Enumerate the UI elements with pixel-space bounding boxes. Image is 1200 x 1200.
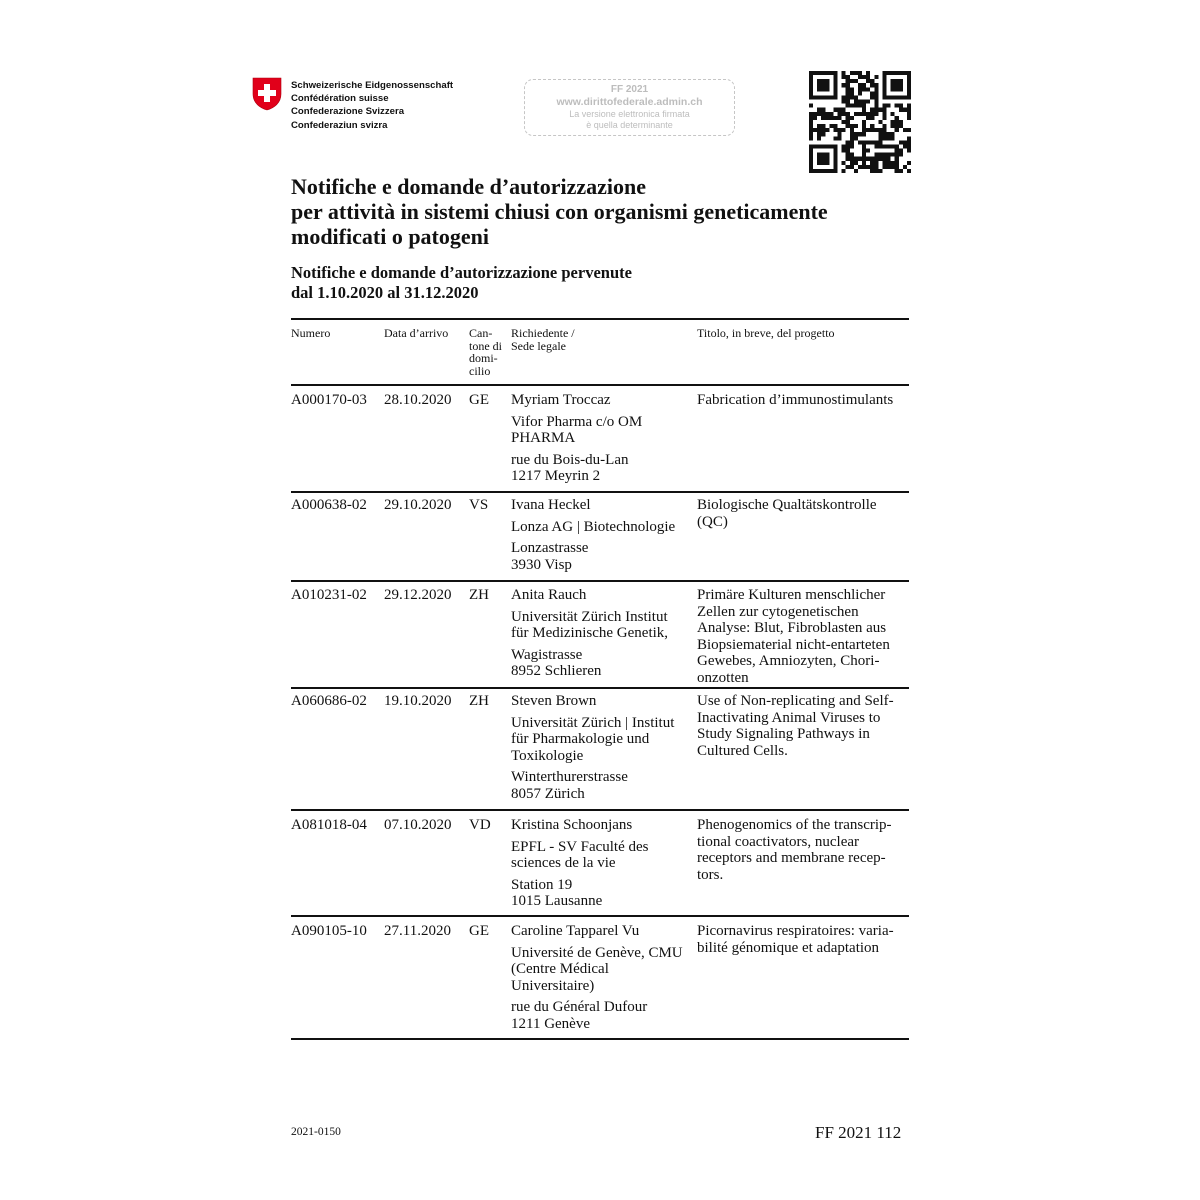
row-numero: A090105-10 bbox=[291, 923, 367, 939]
row-divider bbox=[291, 809, 909, 811]
document-code: 2021-0150 bbox=[291, 1126, 341, 1138]
applicant-name: Ivana Heckel bbox=[511, 497, 591, 513]
row-richiedente bbox=[511, 923, 697, 1032]
applicant-address: Lonzastrasse 3930 Visp bbox=[511, 540, 589, 573]
applicant-organisation: Vifor Pharma c/o OM PHARMA bbox=[511, 413, 643, 446]
row-richiedente bbox=[511, 392, 697, 485]
applicant-organisation: EPFL - SV Faculté des sciences de la vie bbox=[511, 838, 649, 871]
row-data: 07.10.2020 bbox=[384, 817, 452, 833]
row-numero: A000170-03 bbox=[291, 392, 367, 408]
row-numero: A060686-02 bbox=[291, 693, 367, 709]
row-numero: A010231-02 bbox=[291, 587, 367, 603]
row-richiedente bbox=[511, 817, 697, 910]
row-data: 29.10.2020 bbox=[384, 497, 452, 513]
stamp-url: www.dirittofederale.admin.ch bbox=[556, 96, 703, 108]
row-richiedente bbox=[511, 497, 697, 573]
applicant-name: Anita Rauch bbox=[511, 587, 587, 603]
row-divider bbox=[291, 687, 909, 689]
table-bottom-rule bbox=[291, 1038, 909, 1040]
swiss-coat-of-arms-icon bbox=[252, 77, 282, 111]
row-divider bbox=[291, 915, 909, 917]
applicant-name: Caroline Tapparel Vu bbox=[511, 923, 640, 939]
qr-code-icon bbox=[809, 71, 911, 173]
row-richiedente bbox=[511, 693, 697, 802]
row-data: 29.12.2020 bbox=[384, 587, 452, 603]
row-cantone: GE bbox=[469, 392, 489, 408]
row-cantone: VS bbox=[469, 497, 489, 513]
row-richiedente bbox=[511, 587, 697, 680]
row-divider bbox=[291, 580, 909, 582]
header-data-arrivo: Data d’arrivo bbox=[384, 326, 449, 340]
document-title: Notifiche e domande d’autorizzazione per attività in sistemi chiusi con organismi geneticamente modificati o patogeni bbox=[291, 174, 828, 249]
confederation-names bbox=[291, 79, 453, 132]
stamp-note-1: La versione elettronica firmata bbox=[569, 109, 690, 119]
confederation-name-fr: Confédération suisse bbox=[291, 93, 389, 105]
applicant-organisation: Universität Zürich Institut für Medizinische Genetik, bbox=[511, 608, 669, 641]
electronic-signature-stamp bbox=[524, 79, 735, 136]
row-cantone: GE bbox=[469, 923, 489, 939]
applicant-address: Wagistrasse 8952 Schlieren bbox=[511, 646, 602, 679]
row-numero: A000638-02 bbox=[291, 497, 367, 513]
header-richiedente: Richiedente / Sede legale bbox=[511, 326, 575, 353]
row-data: 27.11.2020 bbox=[384, 923, 451, 939]
row-titolo: Phenogenomics of the transcrip- tional coactivators, nuclear receptors and membrane recep- tors. bbox=[697, 817, 892, 883]
header-numero: Numero bbox=[291, 326, 331, 340]
applicant-name: Kristina Schoonjans bbox=[511, 817, 633, 833]
page-reference: FF 2021 112 bbox=[815, 1123, 902, 1142]
header-titolo: Titolo, in breve, del progetto bbox=[697, 326, 835, 340]
applicant-name: Steven Brown bbox=[511, 693, 597, 709]
row-cantone: ZH bbox=[469, 587, 489, 603]
confederation-name-it: Confederazione Svizzera bbox=[291, 106, 405, 118]
row-titolo: Picornavirus respiratoires: varia- bilité génomique et adaptation bbox=[697, 923, 894, 956]
row-titolo: Primäre Kulturen menschlicher Zellen zur cytogenetischen Analyse: Blut, Fibroblasten aus Biopsiematerial nicht-entarteten Gewebes, Amniozyten, Chori- onzotten bbox=[697, 587, 890, 686]
applicant-organisation: Lonza AG | Biotechnologie bbox=[511, 518, 676, 535]
row-cantone: ZH bbox=[469, 693, 489, 709]
row-data: 28.10.2020 bbox=[384, 392, 452, 408]
header-divider bbox=[291, 384, 909, 386]
document-subtitle: Notifiche e domande d’autorizzazione pervenute dal 1.10.2020 al 31.12.2020 bbox=[291, 263, 632, 302]
applicant-address: Winterthurerstrasse 8057 Zürich bbox=[511, 769, 628, 802]
row-titolo: Fabrication d’immunostimulants bbox=[697, 392, 894, 408]
row-data: 19.10.2020 bbox=[384, 693, 452, 709]
applicant-address: Station 19 1015 Lausanne bbox=[511, 876, 603, 909]
applicant-organisation: Université de Genève, CMU (Centre Médical Universitaire) bbox=[511, 944, 683, 994]
confederation-name-rm: Confederaziun svizra bbox=[291, 119, 388, 131]
row-titolo: Biologische Qualtätskontrolle (QC) bbox=[697, 497, 877, 530]
row-titolo: Use of Non-replicating and Self- Inactivating Animal Viruses to Study Signaling Pathways in Cultured Cells. bbox=[697, 693, 894, 759]
table-top-rule bbox=[291, 318, 909, 320]
row-cantone: VD bbox=[469, 817, 491, 833]
stamp-note-2: è quella determinante bbox=[586, 120, 673, 130]
applicant-name: Myriam Troccaz bbox=[511, 392, 611, 408]
applicant-address: rue du Bois-du-Lan 1217 Meyrin 2 bbox=[511, 451, 629, 484]
row-divider bbox=[291, 491, 909, 493]
applicant-address: rue du Général Dufour 1211 Genève bbox=[511, 999, 648, 1032]
header-cantone: Can- tone di domi- cilio bbox=[469, 326, 502, 378]
stamp-edition: FF 2021 bbox=[610, 84, 649, 95]
applicant-organisation: Universität Zürich | Institut für Pharmakologie und Toxikologie bbox=[511, 714, 675, 764]
row-numero: A081018-04 bbox=[291, 817, 367, 833]
confederation-name-de: Schweizerische Eidgenossenschaft bbox=[291, 80, 454, 91]
